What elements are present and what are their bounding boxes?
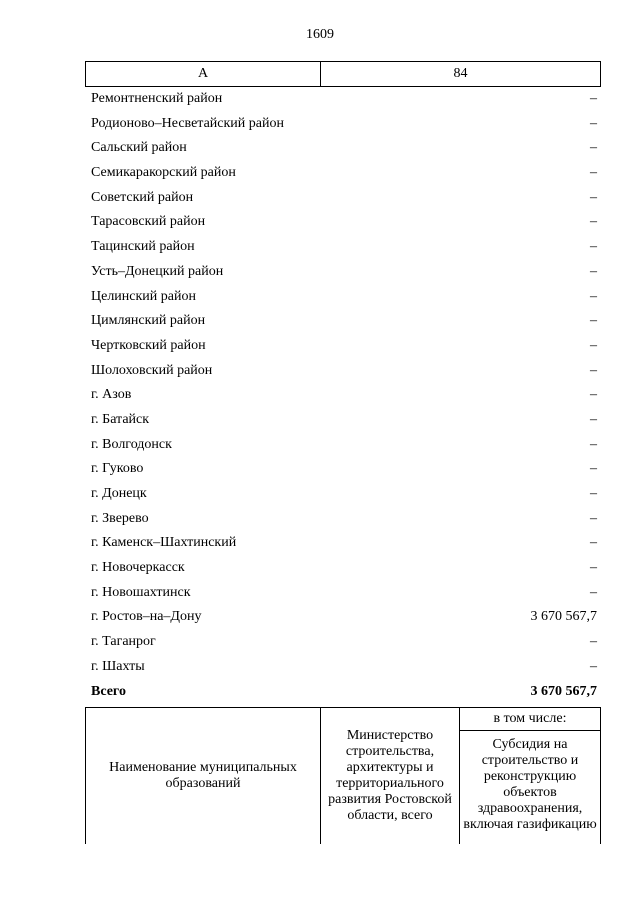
total-value: 3 670 567,7 <box>530 683 597 699</box>
table-row <box>85 531 601 556</box>
header-row-1 <box>86 708 601 731</box>
row-name: г. Ростов–на–Дону <box>91 609 202 625</box>
row-name: г. Шахты <box>91 658 145 674</box>
row-value: – <box>590 313 597 329</box>
table-row <box>85 457 601 482</box>
row-value: – <box>590 140 597 156</box>
row-name: Шолоховский район <box>91 362 213 378</box>
table-row <box>85 359 601 384</box>
row-value: – <box>590 214 597 230</box>
row-value: – <box>590 288 597 304</box>
row-name: г. Волгодонск <box>91 436 172 452</box>
row-name: Сальский район <box>91 140 187 156</box>
row-name: г. Каменск–Шахтинский <box>91 535 237 551</box>
row-value: – <box>590 263 597 279</box>
row-name: г. Гуково <box>91 461 144 477</box>
row-value: – <box>590 634 597 650</box>
municipality-list <box>85 87 601 704</box>
row-name: г. Зверево <box>91 510 149 526</box>
row-value: – <box>590 461 597 477</box>
table-row <box>85 260 601 285</box>
table-row <box>85 630 601 655</box>
table-row <box>85 210 601 235</box>
table-row <box>85 556 601 581</box>
row-name: г. Азов <box>91 387 132 403</box>
row-name: г. Новочеркасск <box>91 560 185 576</box>
header-subsidy: Субсидия на строительство и реконструкцию объектов здравоохранения, включая газификацию <box>460 731 601 845</box>
row-name: Ремонтненский район <box>91 91 223 106</box>
row-name: Цимлянский район <box>91 313 206 329</box>
row-value: – <box>590 535 597 551</box>
row-name: Чертковский район <box>91 337 206 353</box>
row-value: – <box>590 362 597 378</box>
header-col-a: А <box>86 62 321 87</box>
row-value: – <box>590 91 597 106</box>
header-municipality-name: Наименование муниципальных образований <box>86 708 321 845</box>
row-value: – <box>590 658 597 674</box>
table-row <box>85 605 601 630</box>
row-value: – <box>590 165 597 181</box>
row-value: – <box>590 510 597 526</box>
row-name: Целинский район <box>91 288 196 304</box>
page-number: 1609 <box>306 27 334 42</box>
table-row <box>85 408 601 433</box>
row-value: – <box>590 436 597 452</box>
table-row <box>85 655 601 680</box>
table-row <box>85 433 601 458</box>
row-value: – <box>590 560 597 576</box>
table-row <box>85 136 601 161</box>
total-label: Всего <box>91 683 126 699</box>
table-row <box>85 285 601 310</box>
table-row <box>85 334 601 359</box>
row-value: – <box>590 115 597 131</box>
header-ministry-total: Министерство строительства, архитектуры и территориального развития Ростовской области, всего <box>321 708 460 845</box>
row-name: г. Батайск <box>91 411 150 427</box>
header-col-84: 84 <box>321 62 601 87</box>
table-row <box>85 186 601 211</box>
column-number-header <box>85 61 601 87</box>
row-value: – <box>590 189 597 205</box>
row-name: г. Новошахтинск <box>91 584 191 600</box>
row-name: г. Донецк <box>91 486 147 501</box>
next-table-header <box>85 707 601 844</box>
total-row <box>85 680 601 705</box>
table-row <box>85 581 601 606</box>
header-including: в том числе: <box>460 708 601 731</box>
table-row <box>85 235 601 260</box>
table-row <box>85 161 601 186</box>
row-name: г. Таганрог <box>91 634 156 650</box>
table-row <box>85 507 601 532</box>
table-row <box>85 383 601 408</box>
row-value: – <box>590 584 597 600</box>
row-value: 3 670 567,7 <box>530 609 597 625</box>
row-name: Родионово–Несветайский район <box>91 115 284 131</box>
table-row <box>85 482 601 507</box>
row-name: Усть–Донецкий район <box>91 263 224 279</box>
row-value: – <box>590 411 597 427</box>
table-row <box>85 112 601 137</box>
row-name: Тацинский район <box>91 239 195 255</box>
row-name: Семикаракорский район <box>91 165 236 181</box>
row-name: Тарасовский район <box>91 214 206 230</box>
header-row <box>86 62 601 87</box>
table-row <box>85 309 601 334</box>
row-value: – <box>590 387 597 403</box>
table-row <box>85 87 601 112</box>
row-value: – <box>590 239 597 255</box>
row-name: Советский район <box>91 189 194 205</box>
row-value: – <box>590 486 597 501</box>
row-value: – <box>590 337 597 353</box>
